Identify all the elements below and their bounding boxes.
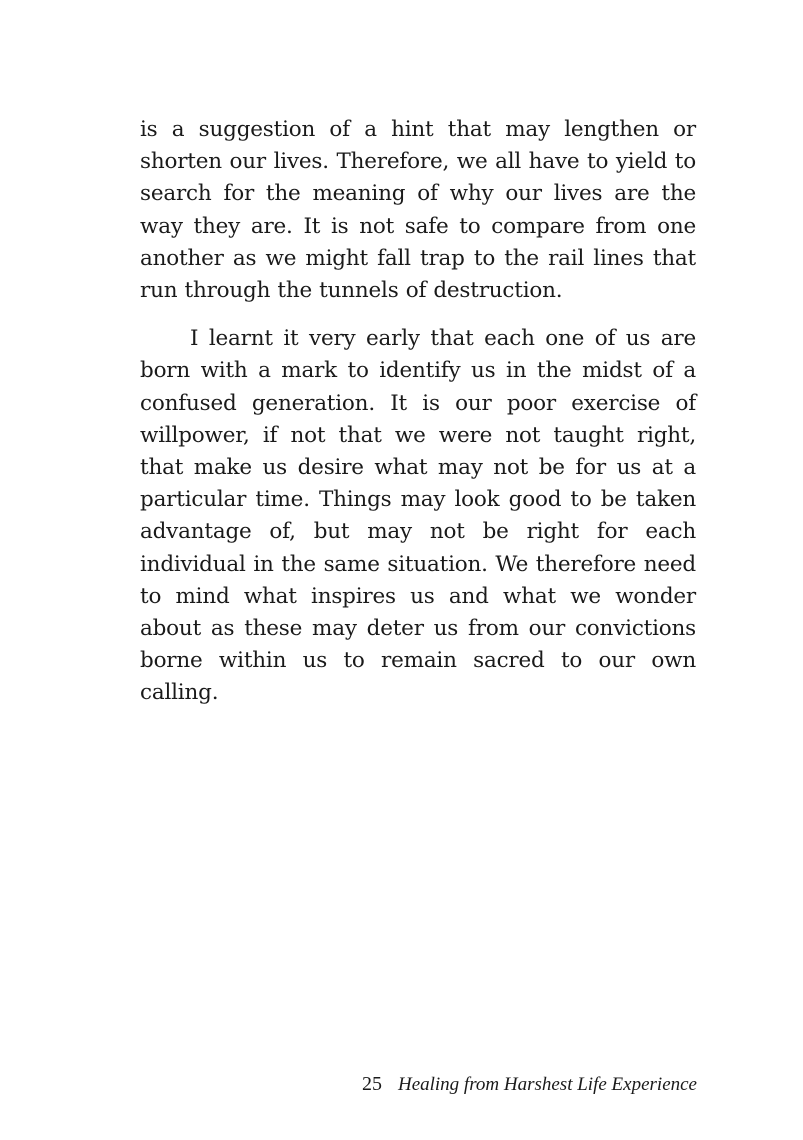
page-footer: [362, 1072, 697, 1097]
page-number: 25: [361, 1073, 382, 1095]
running-title: Healing from Harshest Life Experience: [397, 1074, 697, 1095]
body-text: [140, 114, 696, 710]
paragraph-continued: is a suggestion of a hint that may lengthen or shorten our lives. Therefore, we all have to yield to search for the meaning of why our lives are the way they are. It is not safe to compare from one another as we might fall trap to the rail lines that run through the tunnels of destruction.: [140, 117, 696, 304]
paragraph-learnt: I learnt it very early that each one of us are born with a mark to identify us in the midst of a confused generation. It is our poor exercise of willpower, if not that we were not taught right, that make us desire what may not be for us at a particular time. Things may look good to be taken advantage of, but may not be right for each individual in the same situation. We therefore need to mind what inspires us and what we wonder about as these may deter us from our convictions borne within us to remain sacred to our own calling.: [140, 326, 696, 706]
